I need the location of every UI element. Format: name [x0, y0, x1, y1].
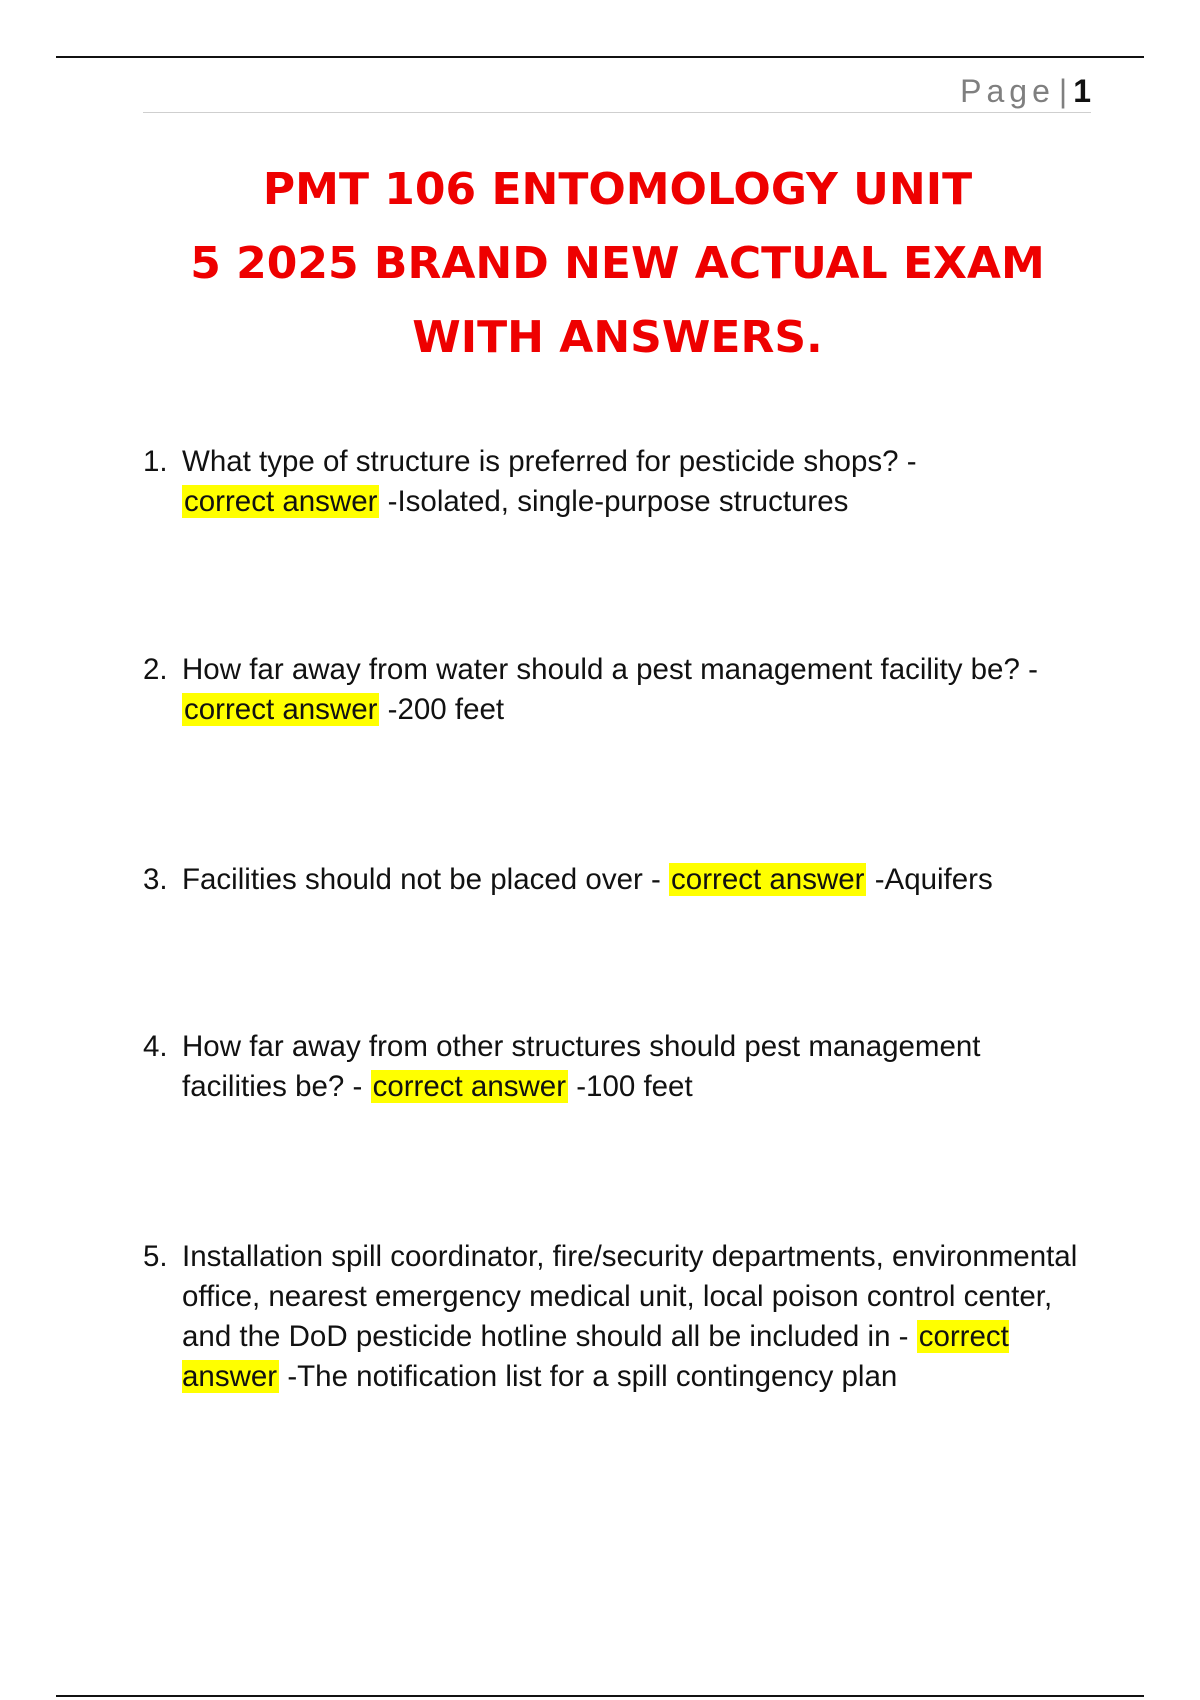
- answer-text: -Isolated, single-purpose structures: [387, 485, 849, 518]
- question-text: How far away from other structures should pest management facilities be? -: [182, 1030, 981, 1103]
- answer-text: -Aquifers: [874, 863, 993, 896]
- title-line: PMT 106 ENTOMOLOGY UNIT: [262, 164, 973, 215]
- page-separator: |: [1058, 73, 1068, 109]
- question-text: How far away from water should a pest management facility be? -: [182, 653, 1038, 686]
- answer-text: -100 feet: [576, 1070, 693, 1103]
- question-item: [143, 442, 1083, 522]
- correct-answer-highlight: correct answer: [184, 485, 378, 518]
- question-text: Facilities should not be placed over -: [182, 863, 661, 896]
- question-item: [143, 860, 1083, 900]
- page-number: 1: [1073, 73, 1091, 109]
- correct-answer-highlight: correct answer: [184, 693, 378, 726]
- question-number: 1.: [143, 445, 168, 478]
- question-body: [182, 1237, 1083, 1397]
- question-text: Installation spill coordinator, fire/security departments, environmental office, nearest emergency medical unit, local poison control center, and the DoD pesticide hotline should all be included in -: [182, 1240, 1078, 1353]
- question-number: 3.: [143, 863, 168, 896]
- question-item: [143, 650, 1083, 730]
- question-body: [182, 860, 1083, 900]
- question-body: [182, 1027, 1083, 1107]
- question-item: [143, 1027, 1083, 1107]
- question-body: [182, 650, 1083, 730]
- correct-answer-highlight: correct answer: [182, 1320, 1009, 1393]
- correct-answer-highlight: correct answer: [671, 863, 865, 896]
- bottom-rule: [56, 1695, 1144, 1697]
- title-line: WITH ANSWERS.: [412, 312, 823, 363]
- question-number: 2.: [143, 653, 168, 686]
- answer-text: -200 feet: [387, 693, 505, 726]
- question-body: [182, 442, 1083, 522]
- answer-text: -The notification list for a spill contingency plan: [287, 1360, 898, 1393]
- title-line: 5 2025 BRAND NEW ACTUAL EXAM: [190, 238, 1045, 289]
- page-label: Page: [960, 73, 1055, 109]
- question-number: 5.: [143, 1240, 168, 1273]
- correct-answer-highlight: correct answer: [372, 1070, 567, 1103]
- question-number: 4.: [143, 1030, 168, 1063]
- question-text: What type of structure is preferred for pesticide shops? -: [182, 445, 917, 478]
- question-item: [143, 1237, 1083, 1397]
